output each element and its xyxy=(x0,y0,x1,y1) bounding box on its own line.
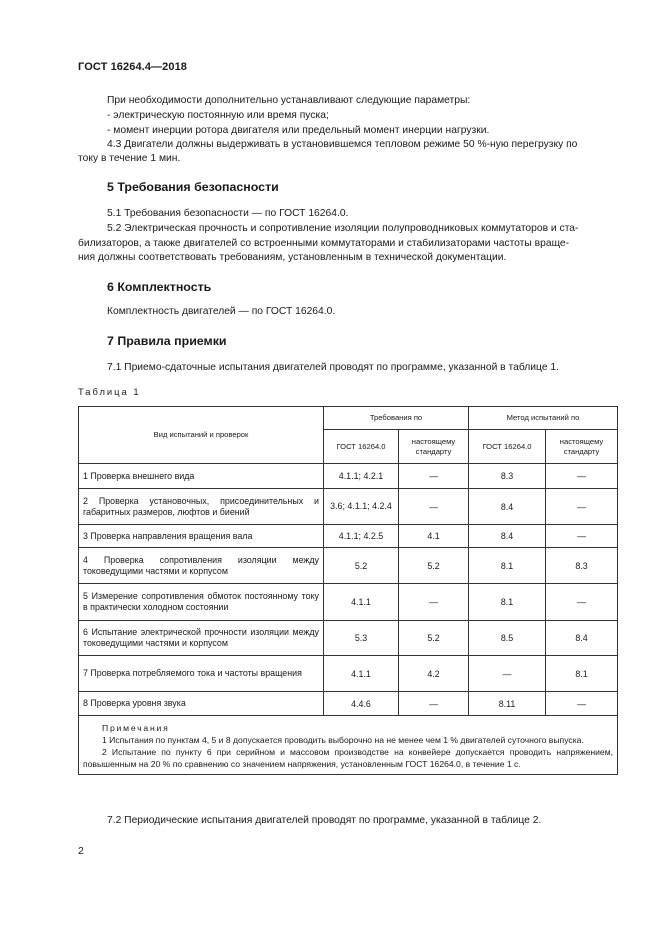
clause-5-2-line: ния должны соответствовать требованиям, установленным в технической документации. xyxy=(78,252,507,263)
table-row xyxy=(79,464,618,489)
test-program-table xyxy=(78,406,618,775)
clause-5-2-line: 5.2 Электрическая прочность и сопротивление изоляции полупроводниковых коммутаторов и ста- xyxy=(107,223,579,234)
test-name-cell: 2 Проверка установочных, присоединительных и габаритных размеров, люфтов и биений xyxy=(79,489,324,525)
list-item: - момент инерции ротора двигателя или предельный момент инерции нагрузки. xyxy=(107,125,490,136)
column-header-req-gost: ГОСТ 16264.0 xyxy=(324,430,399,464)
note-item: 2 Испытание по пункту 6 при серийном и массовом производстве на конвейере допускается проводить напряжением, повышенным на 20 % по сравнению со значением напряжения, установленным ГОСТ 16264.0, в течение 1 с. xyxy=(83,747,613,769)
cell: 4.1.1 xyxy=(324,656,399,692)
table-row xyxy=(79,692,618,716)
test-name-cell: 1 Проверка внешнего вида xyxy=(79,464,324,489)
cell: 8.4 xyxy=(546,621,618,656)
table-row xyxy=(79,584,618,621)
cell: 5.2 xyxy=(399,548,469,584)
notes-title: Примечания xyxy=(102,723,170,733)
table-caption: Таблица 1 xyxy=(78,386,141,397)
column-header-requirements: Требования по xyxy=(324,407,469,430)
cell: — xyxy=(546,464,618,489)
clause-4-3-line: 4.3 Двигатели должны выдерживать в установившемся тепловом режиме 50 %-ную перегрузку по xyxy=(107,139,578,150)
table-row xyxy=(79,548,618,584)
cell: 8.3 xyxy=(469,464,546,489)
column-header-meth-gost: ГОСТ 16264.0 xyxy=(469,430,546,464)
cell: — xyxy=(546,584,618,621)
section-7-heading: 7 Правила приемки xyxy=(107,334,227,348)
document-header: ГОСТ 16264.4—2018 xyxy=(78,61,188,73)
cell: 8.1 xyxy=(469,584,546,621)
table-row xyxy=(79,621,618,656)
cell: 8.1 xyxy=(546,656,618,692)
cell: 4.1 xyxy=(399,525,469,548)
page-number: 2 xyxy=(78,845,84,857)
column-header-kind: Вид испытаний и проверок xyxy=(79,407,324,464)
section-6-paragraph: Комплектность двигателей — по ГОСТ 16264.0. xyxy=(107,306,336,317)
cell: 4.4.6 xyxy=(324,692,399,716)
clause-4-3-line: току в течение 1 мин. xyxy=(78,153,181,164)
cell: — xyxy=(399,584,469,621)
test-name-cell: 4 Проверка сопротивления изоляции между токоведущими частями и корпусом xyxy=(79,548,324,584)
intro-paragraph: При необходимости дополнительно устанавливают следующие параметры: xyxy=(107,95,471,106)
cell: 5.3 xyxy=(324,621,399,656)
section-6-heading: 6 Комплектность xyxy=(107,280,212,294)
clause-5-1: 5.1 Требования безопасности — по ГОСТ 16264.0. xyxy=(107,208,349,219)
clause-5-2-line: билизаторов, а также двигателей со встроенными коммутаторами и стабилизаторами частоты враще- xyxy=(78,238,570,249)
table-row xyxy=(79,489,618,525)
cell: 5.2 xyxy=(399,621,469,656)
cell: 8.4 xyxy=(469,525,546,548)
cell: 5.2 xyxy=(324,548,399,584)
test-name-cell: 6 Испытание электрической прочности изоляции между токоведущими частями и корпусом xyxy=(79,621,324,656)
cell: 8.1 xyxy=(469,548,546,584)
note-item: 1 Испытания по пунктам 4, 5 и 8 допускается проводить выборочно на не менее чем 1 % двигателей суточного выпуска. xyxy=(102,735,584,745)
cell: — xyxy=(399,692,469,716)
table-notes xyxy=(79,716,618,775)
cell: — xyxy=(546,525,618,548)
column-header-req-std: настоящему стандарту xyxy=(399,430,469,464)
cell: — xyxy=(546,489,618,525)
cell: — xyxy=(399,489,469,525)
cell: 4.2 xyxy=(399,656,469,692)
clause-7-2: 7.2 Периодические испытания двигателей проводят по программе, указанной в таблице 2. xyxy=(107,815,542,826)
table-row xyxy=(79,525,618,548)
cell: — xyxy=(546,692,618,716)
cell: 4.1.1; 4.2.1 xyxy=(324,464,399,489)
list-item: - электрическую постоянную или время пуска; xyxy=(107,110,329,121)
test-name-cell: 3 Проверка направления вращения вала xyxy=(79,525,324,548)
clause-7-1: 7.1 Приемо-сдаточные испытания двигателей проводят по программе, указанной в таблице 1. xyxy=(107,362,559,373)
table-notes-row xyxy=(79,716,618,775)
column-header-meth-std: настоящему стандарту xyxy=(546,430,618,464)
cell: 4.1.1 xyxy=(324,584,399,621)
cell: 8.3 xyxy=(546,548,618,584)
test-name-cell: 5 Измерение сопротивления обмоток постоянному току в практически холодном состоянии xyxy=(79,584,324,621)
cell: — xyxy=(469,656,546,692)
column-header-method: Метод испытаний по xyxy=(469,407,618,430)
cell: 3.6; 4.1.1; 4.2.4 xyxy=(324,489,399,525)
cell: 8.5 xyxy=(469,621,546,656)
test-name-cell: 8 Проверка уровня звука xyxy=(79,692,324,716)
cell: 4.1.1; 4.2.5 xyxy=(324,525,399,548)
cell: — xyxy=(399,464,469,489)
test-name-cell: 7 Проверка потребляемого тока и частоты вращения xyxy=(79,656,324,692)
section-5-heading: 5 Требования безопасности xyxy=(107,180,279,194)
cell: 8.11 xyxy=(469,692,546,716)
table-header-row xyxy=(79,407,618,430)
cell: 8.4 xyxy=(469,489,546,525)
table-row xyxy=(79,656,618,692)
